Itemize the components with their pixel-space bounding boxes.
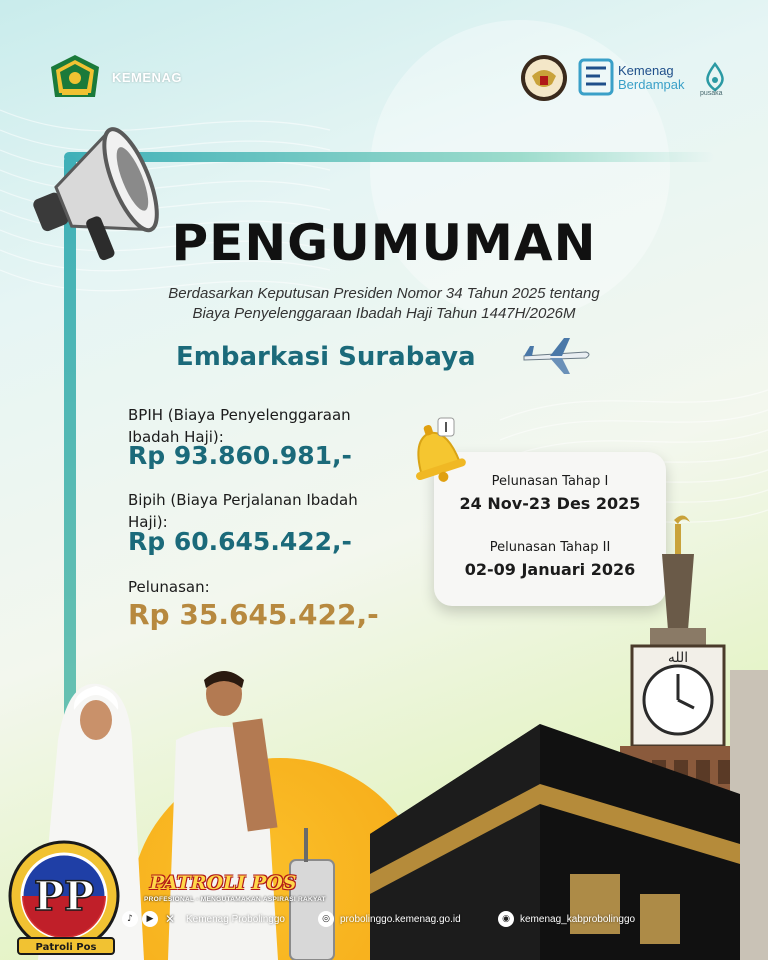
org-name: KEMENAG xyxy=(112,70,182,85)
instagram-icon: ◉ xyxy=(498,911,514,927)
website-link[interactable]: probolinggo.kemenag.go.id xyxy=(340,914,461,925)
pp-caption: Patroli Pos xyxy=(35,942,97,953)
kemenag-berdampak-logo-icon xyxy=(578,58,614,96)
phase1-label: Pelunasan Tahap I xyxy=(491,474,609,489)
bpih-label: BPIH (Biaya Penyelenggaraan Ibadah Haji): xyxy=(128,406,351,446)
bipih-value: Rp 60.645.422,- xyxy=(128,527,352,556)
kemenag-logo-icon xyxy=(50,54,100,100)
tiktok-icon[interactable]: ♪ xyxy=(122,911,138,927)
pelunasan-value: Rp 35.645.422,- xyxy=(128,598,379,631)
pusaka-label: pusaka xyxy=(700,90,723,97)
phase1-date: 24 Nov-23 Des 2025 xyxy=(459,494,641,513)
airplane-icon xyxy=(520,334,592,376)
globe-icon: ◎ xyxy=(318,911,334,927)
bipih-label: Bipih (Biaya Perjalanan Ibadah Haji): xyxy=(128,491,358,531)
social-account-name[interactable]: Kemenag Probolinggo xyxy=(186,914,285,925)
berdampak-line2: Berdampak xyxy=(618,77,685,92)
page-title: PENGUMUMAN xyxy=(171,214,597,272)
subtitle-line2: Biaya Penyelenggaraan Ibadah Haji Tahun 1447H/2026M xyxy=(192,305,576,322)
pp-initials: PP xyxy=(33,873,95,920)
youtube-icon[interactable]: ▶ xyxy=(142,911,158,927)
instagram-handle[interactable]: kemenag_kabprobolinggo xyxy=(520,914,636,925)
phase2-date: 02-09 Januari 2026 xyxy=(464,560,636,579)
phase2-label: Pelunasan Tahap II xyxy=(489,540,611,555)
x-icon[interactable]: ✕ xyxy=(164,912,176,926)
clock-arabic-text: الله xyxy=(667,650,689,666)
patroli-pos-logo-icon xyxy=(4,830,134,960)
patroli-pos-subtitle: PROFESIONAL - MENGUTAMAKAN ASPIRASI RAKYAT xyxy=(144,896,326,903)
garuda-seal-icon xyxy=(520,54,568,102)
bpih-value: Rp 93.860.981,- xyxy=(128,441,352,470)
berdampak-logo-text xyxy=(618,64,684,92)
subtitle-line1: Berdasarkan Keputusan Presiden Nomor 34 Tahun 2025 tentang xyxy=(168,285,600,302)
pelunasan-label: Pelunasan: xyxy=(128,578,210,596)
patroli-pos-title: PATROLI POS xyxy=(150,872,297,894)
berdampak-line1: Kemenag xyxy=(618,63,674,78)
bell-icon xyxy=(400,414,472,490)
embarkasi-heading: Embarkasi Surabaya xyxy=(176,342,476,372)
